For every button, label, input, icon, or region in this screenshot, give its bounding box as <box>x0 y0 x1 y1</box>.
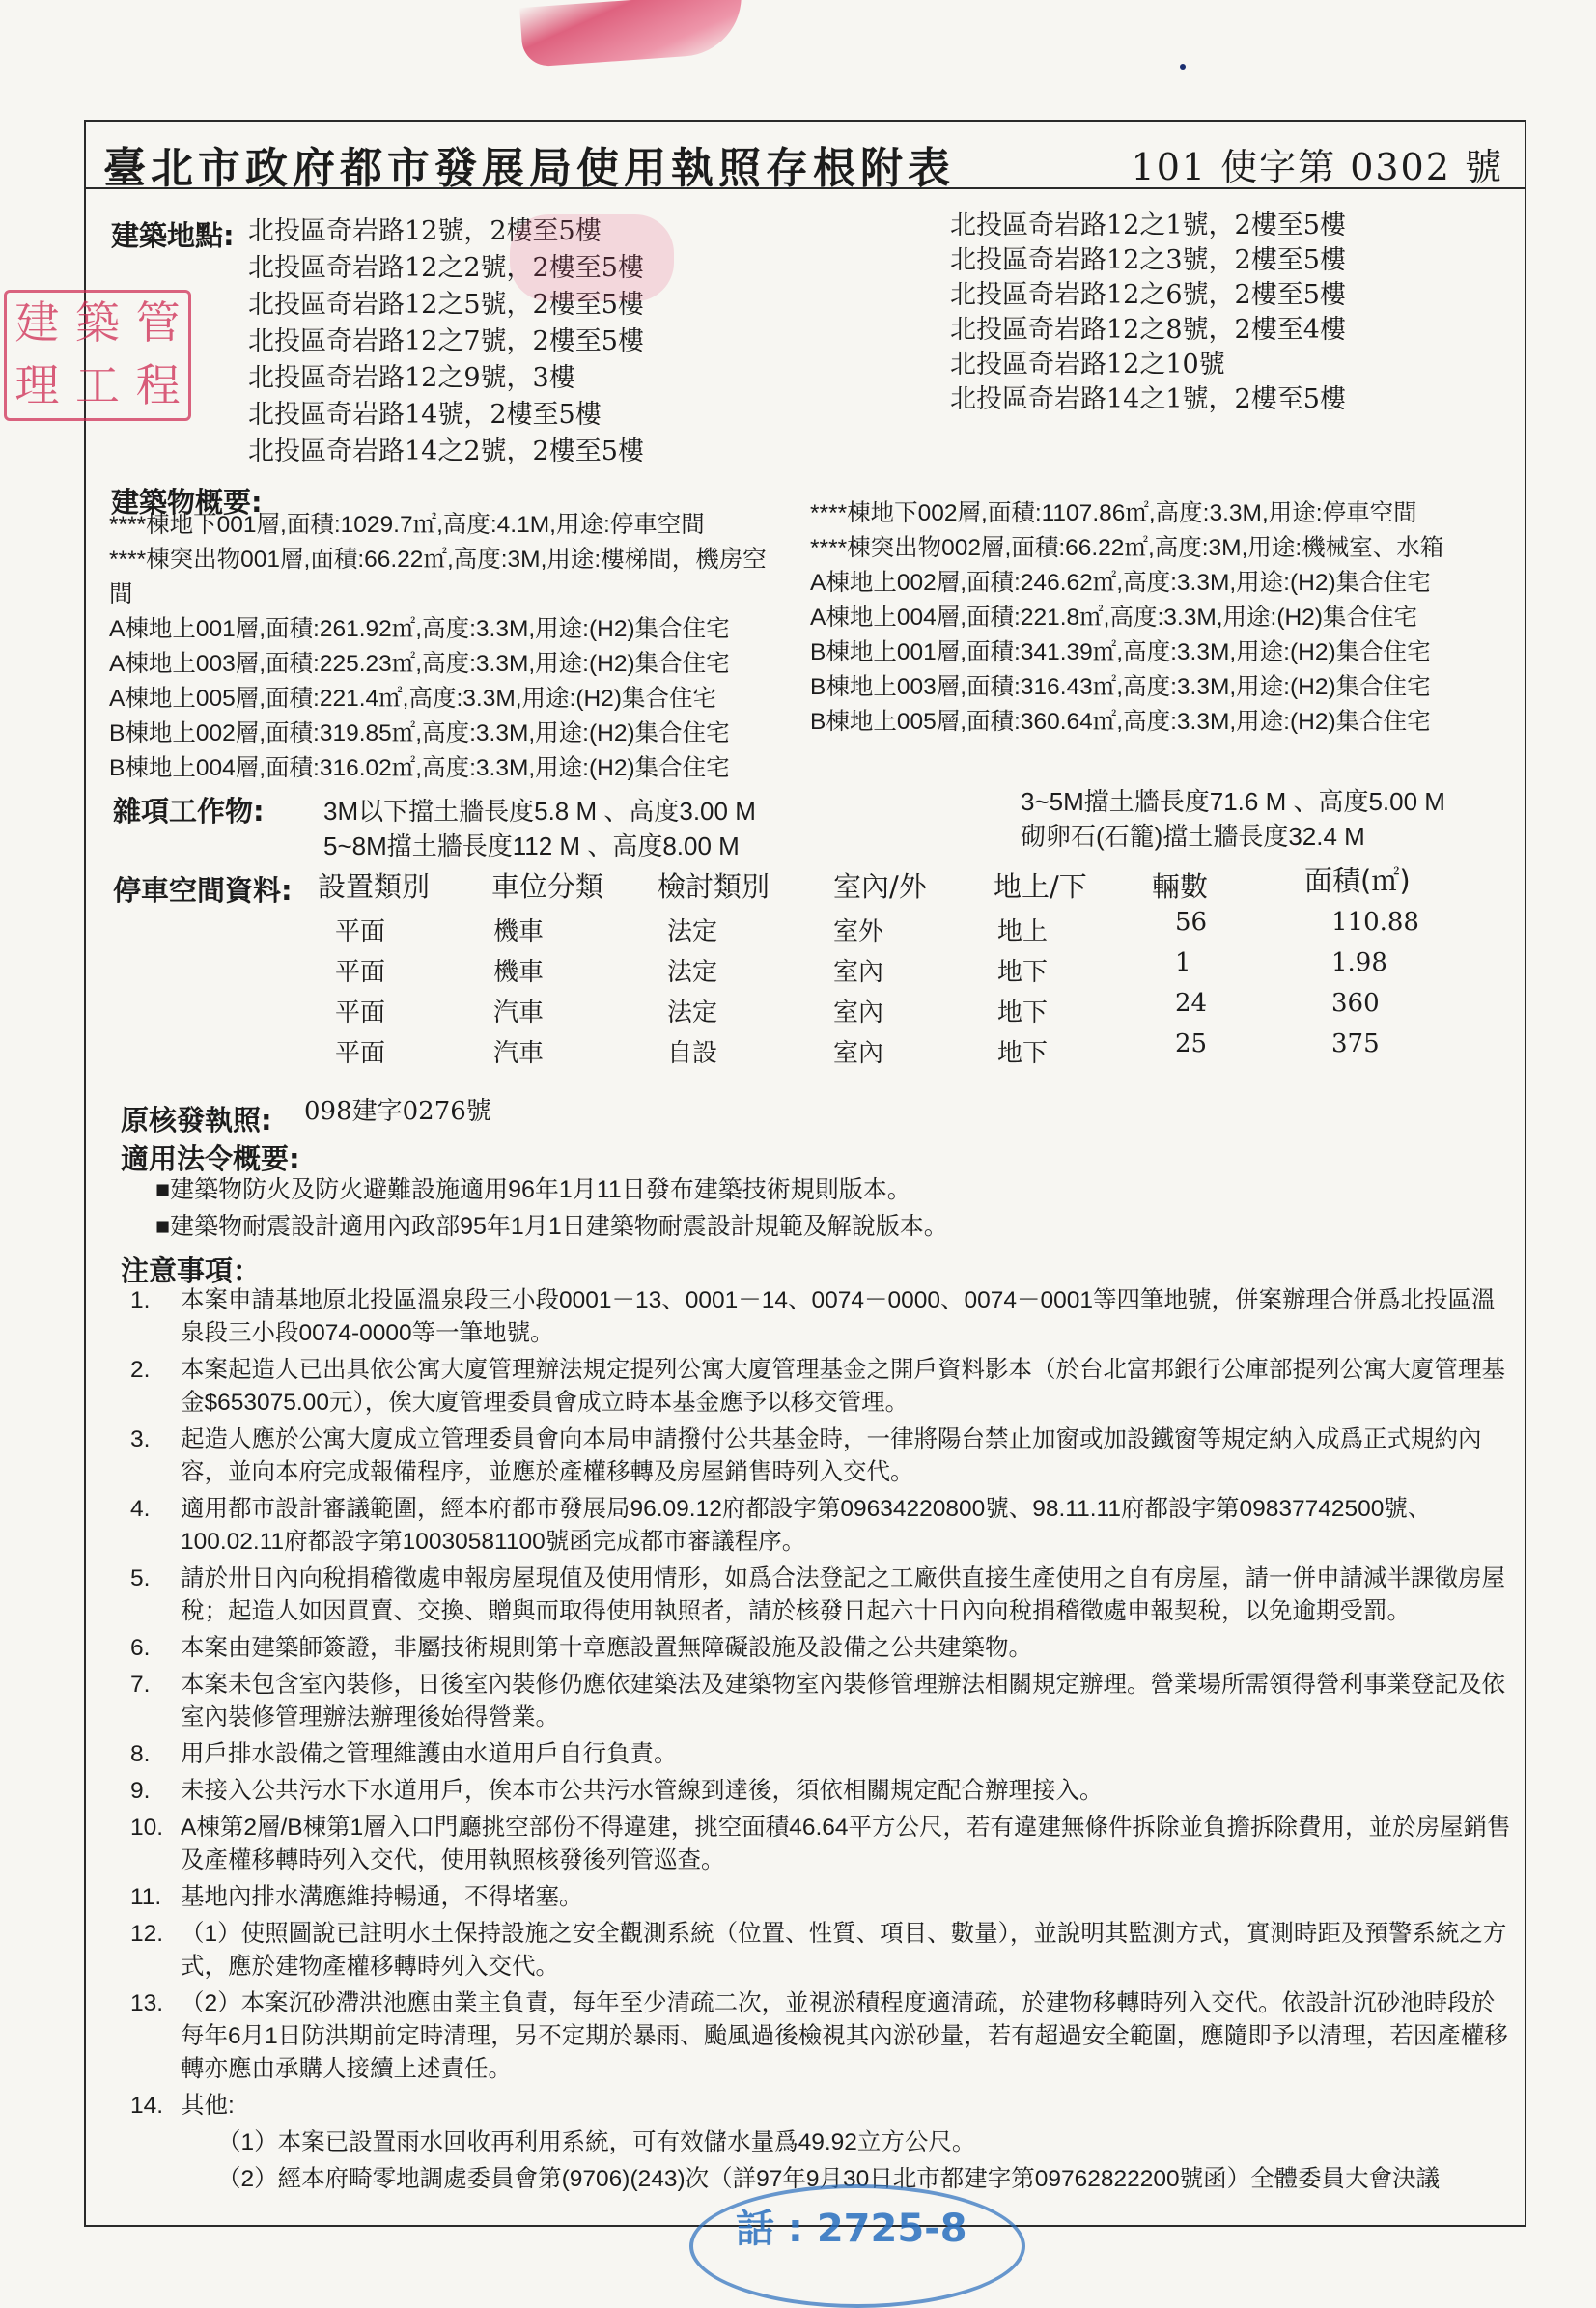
original-permit-value: 098建字0276號 <box>304 1097 491 1126</box>
building-location-label: 建築地點: <box>111 219 235 252</box>
floor-entry: ****棟突出物001層,面積:66.22㎡,高度:3M,用途:樓梯間，機房空間 <box>109 547 767 607</box>
parking-label: 停車空間資料: <box>113 874 293 907</box>
parking-cell: 室內 <box>833 999 884 1027</box>
parking-cell: 25 <box>1175 1029 1208 1058</box>
parking-cell: 法定 <box>667 958 718 987</box>
law-item: ■建築物防火及防火避難設施適用96年1月11日發布建築技術規則版本。 <box>155 1176 911 1203</box>
note-item: 13. （2）本案沉砂滯洪池應由業主負責，每年至少清疏二次，並視淤積程度適清疏，於建物移轉時列入交代。依設計沉砂池時段於每年6月1日防洪期前定時清理，另不定期於暴雨、颱風過後檢視其內淤砂量，若有超過安全範圍，應隨即予以清理，若因產權移轉亦應由承購人接續上述責任。 <box>130 1990 1508 2082</box>
seal-char: 建 <box>14 296 60 349</box>
law-item: ■建築物耐震設計適用內政部95年1月1日建築物耐震設計規範及解說版本。 <box>155 1213 948 1240</box>
address-line: 北投區奇岩路12之6號，2樓至5樓 <box>950 280 1346 310</box>
seal-char: 築 <box>74 296 120 349</box>
parking-cell: 地下 <box>997 958 1049 987</box>
note-item: 8. 用戶排水設備之管理維護由水道用戶自行負責。 <box>130 1741 678 1767</box>
note-item: 2. 本案起造人已出具依公寓大廈管理辦法規定提列公寓大廈管理基金之開戶資料影本（於台北富邦銀行公庫部提列公寓大廈管理基金$653075.00元），俟大廈管理委員會成立時本基金應予以移交管理。 <box>130 1357 1505 1416</box>
misc-work-item: 3~5M擋土牆長度71.6 M 、高度5.00 M <box>1021 787 1445 816</box>
floor-entry: B棟地上004層,面積:316.02㎡,高度:3.3M,用途:(H2)集合住宅 <box>109 755 730 781</box>
note-item: 10. A棟第2層/B棟第1層入口門廳挑空部份不得違建，挑空面積46.64平方公尺，若有違建無條件拆除並負擔拆除費用，並於房屋銷售及產權移轉時列入交代，使用執照核發後列管巡查。 <box>130 1815 1511 1873</box>
seal-char: 工 <box>74 359 120 411</box>
floor-entry: A棟地上002層,面積:246.62㎡,高度:3.3M,用途:(H2)集合住宅 <box>810 570 1431 596</box>
address-line: 北投區奇岩路12號，2樓至5樓 <box>248 216 602 246</box>
note-item: 4. 適用都市設計審議範圍，經本府都市發展局96.09.12府都設字第09634220800號、98.11.11府都設字第09837742500號、100.02.11府都設字第10030581100號函完成都市審議程序。 <box>130 1496 1432 1555</box>
note-item: 9. 未接入公共污水下水道用戶，俟本市公共污水管線到達後，須依相關規定配合辦理接入。 <box>130 1778 1104 1804</box>
parking-cell: 室內 <box>833 1039 884 1068</box>
parking-cell: 56 <box>1175 908 1208 937</box>
floor-entry: ****棟突出物002層,面積:66.22㎡,高度:3M,用途:機械室、水箱 <box>810 535 1444 561</box>
floor-entry: A棟地上003層,面積:225.23㎡,高度:3.3M,用途:(H2)集合住宅 <box>109 651 730 677</box>
floor-entry: A棟地上004層,面積:221.8㎡,高度:3.3M,用途:(H2)集合住宅 <box>810 605 1417 631</box>
note-item: 11. 基地內排水溝應維持暢通，不得堵塞。 <box>130 1884 583 1910</box>
parking-header: 室內/外 <box>833 870 927 903</box>
note-item: 3. 起造人應於公寓大廈成立管理委員會向本局申請撥付公共基金時，一律將陽台禁止加窗或加設鐵窗等規定納入成爲正式規約內容，並向本府完成報備程序，並應於產權移轉及房屋銷售時列入交代。 <box>130 1426 1482 1485</box>
building-location-right <box>950 209 1346 417</box>
document-frame <box>84 120 1526 2227</box>
note-item: 12. （1）使照圖說已註明水土保持設施之安全觀測系統（位置、性質、項目、數量），並說明其監測方式，實測時距及預警系統之方式，應於建物產權移轉時列入交代。 <box>130 1921 1507 1980</box>
parking-cell: 平面 <box>335 999 386 1027</box>
parking-cell: 汽車 <box>493 999 545 1027</box>
parking-cell: 地下 <box>997 999 1049 1027</box>
misc-work-item: 砌卵石(石籠)擋土牆長度32.4 M <box>1021 822 1365 851</box>
parking-cell: 室內 <box>833 958 884 987</box>
floor-entry: A棟地上005層,面積:221.4㎡,高度:3.3M,用途:(H2)集合住宅 <box>109 686 716 712</box>
misc-work-item: 5~8M擋土牆長度112 M 、高度8.00 M <box>323 831 740 860</box>
parking-cell: 110.88 <box>1331 908 1419 937</box>
parking-cell: 地上 <box>997 917 1049 946</box>
address-line: 北投區奇岩路12之5號，2樓至5樓 <box>248 290 644 320</box>
red-stamp-mark <box>519 0 745 68</box>
floor-entry: ****棟地下002層,面積:1107.86㎡,高度:3.3M,用途:停車空間 <box>810 500 1417 526</box>
note-item: 14. 其他: <box>130 2093 235 2119</box>
parking-cell: 1.98 <box>1331 948 1387 977</box>
note-sub-item: （2）經本府畸零地調處委員會第(9706)(243)次（詳97年9月30日北市都建字第09762822200號函）全體委員大會決議 <box>217 2166 1441 2192</box>
floor-entry: A棟地上001層,面積:261.92㎡,高度:3.3M,用途:(H2)集合住宅 <box>109 616 730 642</box>
note-item: 7. 本案未包含室內裝修，日後室內裝修仍應依建築法及建築物室內裝修管理辦法相關規定辦理。營業場所需領得營利事業登記及依室內裝修管理辦法辦理後始得營業。 <box>130 1672 1505 1731</box>
parking-cell: 機車 <box>493 917 545 946</box>
parking-cell: 汽車 <box>493 1039 545 1068</box>
seal-char: 管 <box>135 296 181 349</box>
parking-cell: 24 <box>1175 989 1208 1018</box>
note-item: 6. 本案由建築師簽證，非屬技術規則第十章應設置無障礙設施及設備之公共建築物。 <box>130 1635 1032 1661</box>
faint-red-stamp <box>510 214 674 301</box>
document-title: 臺北市政府都市發展局使用執照存根附表 <box>103 144 955 193</box>
floor-entry: B棟地上001層,面積:341.39㎡,高度:3.3M,用途:(H2)集合住宅 <box>810 639 1431 665</box>
ink-dot <box>1180 64 1186 70</box>
parking-cell: 1 <box>1175 948 1191 977</box>
parking-cell: 自設 <box>667 1039 718 1068</box>
notes-label: 注意事項： <box>121 1254 262 1287</box>
address-line: 北投區奇岩路12之10號 <box>950 350 1225 380</box>
building-overview-right <box>810 496 1491 740</box>
floor-entry: ****棟地下001層,面積:1029.7㎡,高度:4.1M,用途:停車空間 <box>109 512 705 538</box>
parking-header: 地上/下 <box>994 870 1087 903</box>
address-line: 北投區奇岩路14之1號，2樓至5樓 <box>950 384 1346 414</box>
original-permit-label: 原核發執照: <box>121 1104 272 1137</box>
parking-header: 輛數 <box>1152 870 1209 903</box>
seal-char: 理 <box>14 359 60 411</box>
red-seal <box>4 290 191 421</box>
address-line: 北投區奇岩路12之8號，2樓至4樓 <box>950 315 1346 345</box>
parking-header: 檢討類別 <box>658 870 770 903</box>
blue-stamp <box>689 2184 1025 2308</box>
building-overview-label: 建築物概要: <box>111 486 263 519</box>
permit-number: 101 使字第 0302 號 <box>1131 146 1503 188</box>
address-line: 北投區奇岩路12之9號，3樓 <box>248 363 575 393</box>
floor-entry: B棟地上003層,面積:316.43㎡,高度:3.3M,用途:(H2)集合住宅 <box>810 674 1431 700</box>
applicable-laws-label: 適用法令概要: <box>121 1142 300 1175</box>
address-line: 北投區奇岩路12之2號，2樓至5樓 <box>248 253 644 283</box>
notes-list <box>130 1284 1511 2200</box>
floor-entry: B棟地上002層,面積:319.85㎡,高度:3.3M,用途:(H2)集合住宅 <box>109 720 730 746</box>
parking-cell: 地下 <box>997 1039 1049 1068</box>
parking-cell: 法定 <box>667 917 718 946</box>
building-overview-left <box>109 508 790 786</box>
parking-cell: 室外 <box>833 917 884 946</box>
address-line: 北投區奇岩路12之3號，2樓至5樓 <box>950 245 1346 275</box>
address-line: 北投區奇岩路14之2號，2樓至5樓 <box>248 436 644 466</box>
parking-cell: 平面 <box>335 1039 386 1068</box>
parking-cell: 平面 <box>335 958 386 987</box>
parking-cell: 機車 <box>493 958 545 987</box>
address-line: 北投區奇岩路12之7號，2樓至5樓 <box>248 326 644 356</box>
misc-work-item: 3M以下擋土牆長度5.8 M 、高度3.00 M <box>323 797 756 826</box>
parking-header: 設置類別 <box>318 870 431 903</box>
misc-works-label: 雜項工作物: <box>113 795 265 828</box>
note-sub-item: （1）本案已設置雨水回收再利用系統，可有效儲水量爲49.92立方公尺。 <box>217 2129 976 2155</box>
blue-stamp-text: 話 : 2725-8 <box>736 2207 967 2251</box>
note-item: 1. 本案申請基地原北投區溫泉段三小段0001－13、0001－14、0074－0000、0074－0001等四筆地號，併案辦理合併爲北投區溫泉段三小段0074-0000等一筆地號。 <box>130 1287 1496 1346</box>
parking-header: 車位分類 <box>491 870 604 903</box>
floor-entry: B棟地上005層,面積:360.64㎡,高度:3.3M,用途:(H2)集合住宅 <box>810 709 1431 735</box>
parking-header: 面積(㎡) <box>1304 864 1411 897</box>
address-line: 北投區奇岩路14號，2樓至5樓 <box>248 400 602 430</box>
parking-cell: 平面 <box>335 917 386 946</box>
address-line: 北投區奇岩路12之1號，2樓至5樓 <box>950 211 1346 240</box>
parking-cell: 360 <box>1331 989 1380 1018</box>
parking-cell: 375 <box>1331 1029 1380 1058</box>
title-row <box>86 122 1525 193</box>
seal-char: 程 <box>135 359 181 411</box>
parking-cell: 法定 <box>667 999 718 1027</box>
note-item: 5. 請於卅日內向稅捐稽徵處申報房屋現值及使用情形，如爲合法登記之工廠供直接生產使用之自有房屋，請一併申請減半課徵房屋稅；起造人如因買賣、交換、贈與而取得使用執照者，請於核發日起六十日內向稅捐稽徵處申報契稅，以免逾期受罰。 <box>130 1565 1505 1624</box>
